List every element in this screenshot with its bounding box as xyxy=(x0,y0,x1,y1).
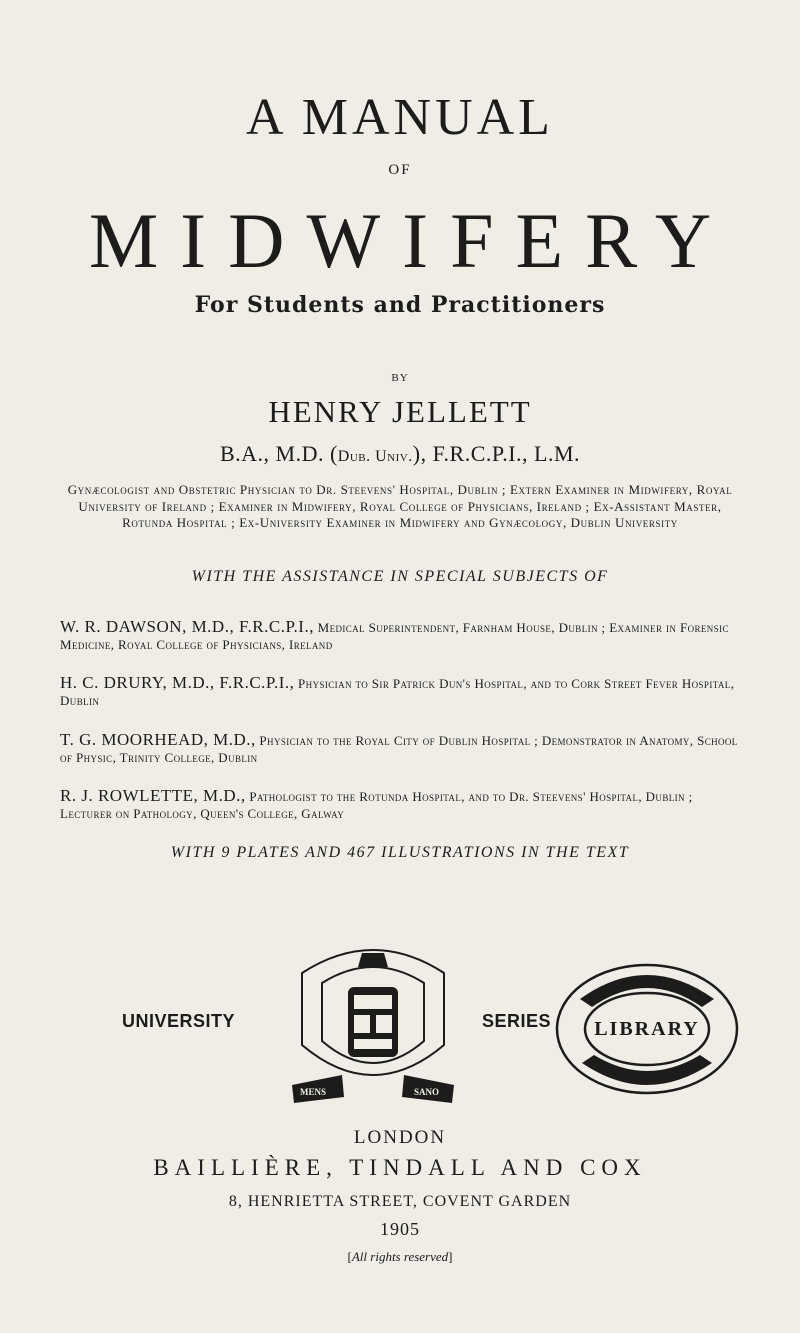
title-of: OF xyxy=(388,162,412,178)
contributor-name: W. R. DAWSON, M.D., F.R.C.P.I., xyxy=(60,617,314,636)
author-credentials: Gynæcologist and Obstetric Physician to Dr. Steevens' Hospital, Dublin ; Extern Examiner in Midwifery, Royal University of Ireland ; Examiner in Midwifery, Royal College of Physicians, Ireland ; Ex-Assistant Master, Rotunda Hospital ; Ex-University Examiner in Midwifery and Gynæcology, Dublin University xyxy=(67,482,733,530)
library-stamp-row xyxy=(0,945,800,1115)
by-label: BY xyxy=(391,372,409,384)
svg-text:SANO: SANO xyxy=(414,1087,440,1097)
degrees-part-b: Dub. Univ. xyxy=(337,448,413,465)
library-stamp-icon xyxy=(552,959,742,1099)
contributor-entry xyxy=(60,731,740,766)
contributor-name: T. G. MOORHEAD, M.D., xyxy=(60,730,256,749)
contributor-description: Physician to Sir Patrick Dun's Hospital, and to Cork Street Fever Hospital, Dublin xyxy=(60,676,735,708)
contributor-entry xyxy=(60,618,740,653)
publisher-name: BAILLIÈRE, TINDALL AND COX xyxy=(153,1155,647,1180)
rights-text: All rights reserved xyxy=(351,1249,449,1264)
contributor-name: H. C. DRURY, M.D., F.R.C.P.I., xyxy=(60,673,295,692)
publisher-address: 8, HENRIETTA STREET, COVENT GARDEN xyxy=(228,1193,572,1210)
rights-bracket-open: [ xyxy=(347,1249,352,1264)
degrees-part-c: ), F.R.C.P.I., L.M. xyxy=(412,441,581,466)
author-name: HENRY JELLETT xyxy=(268,394,532,429)
contributor-description: Medical Superintendent, Farnham House, Dublin ; Examiner in Forensic Medicine, Royal College of Physicians, Ireland xyxy=(60,620,729,652)
rights-notice xyxy=(0,1249,800,1265)
svg-text:LIBRARY: LIBRARY xyxy=(594,1018,700,1040)
university-label: UNIVERSITY xyxy=(122,1011,236,1031)
contributor-entry xyxy=(60,787,740,822)
series-label: SERIES xyxy=(482,1011,552,1031)
svg-text:MENS: MENS xyxy=(300,1087,327,1097)
title-main: MIDWIFERY xyxy=(88,197,734,284)
rights-bracket-close: ] xyxy=(448,1249,453,1264)
contributor-description: Pathologist to the Rotunda Hospital, and to Dr. Steevens' Hospital, Dublin ; Lecturer on Pathology, Queen's College, Galway xyxy=(60,789,693,821)
imprint-city: LONDON xyxy=(353,1127,447,1148)
degrees-part-a: B.A., M.D. ( xyxy=(219,441,338,466)
contributor-name: R. J. ROWLETTE, M.D., xyxy=(60,786,246,805)
contributor-entry xyxy=(60,674,740,709)
title-line-1: A MANUAL xyxy=(246,89,554,146)
bristol-university-crest-icon xyxy=(272,945,474,1111)
subtitle: For Students and Practitioners xyxy=(194,292,606,318)
assistance-heading: WITH THE ASSISTANCE IN SPECIAL SUBJECTS OF xyxy=(191,568,609,585)
publication-year: 1905 xyxy=(380,1219,420,1239)
author-degrees xyxy=(0,441,800,467)
contributor-description: Physician to the Royal City of Dublin Hospital ; Demonstrator in Anatomy, School of Physic, Trinity College, Dublin xyxy=(60,733,738,765)
illustrations-line: WITH 9 PLATES AND 467 ILLUSTRATIONS IN THE TEXT xyxy=(170,844,630,861)
